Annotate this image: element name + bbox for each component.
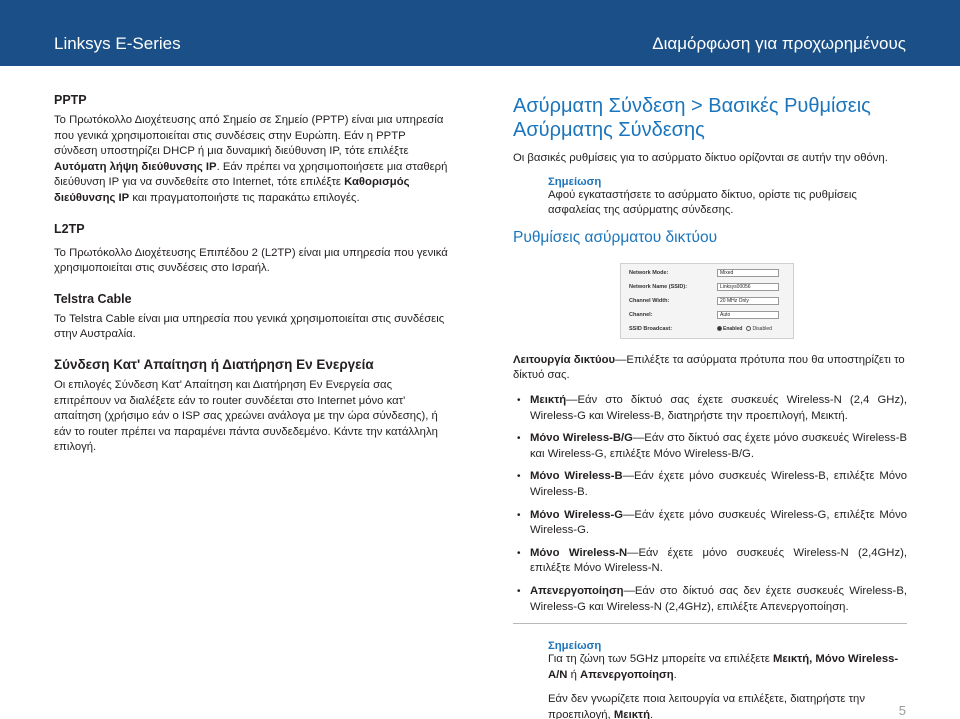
header-product-title: Linksys E-Series <box>54 34 181 53</box>
note-text-default: Εάν δεν γνωρίζετε ποια λειτουργία να επιλέξετε, διατηρήστε την προεπιλογή, Μεικτή. <box>548 693 865 719</box>
ss-ssid-value: Linksys00056 <box>717 283 779 291</box>
note-label: Σημείωση <box>548 175 602 188</box>
list-item: • Απενεργοποίηση—Εάν στο δίκτυό σας δεν έχετε συσκευές Wireless-B, Wireless-G και Wireless-N (2,4GHz), επιλέξτε Απενεργοποίηση. <box>513 584 907 615</box>
ss-width-label: Channel Width: <box>629 297 670 304</box>
ss-network-mode-value: Mixed <box>717 269 779 277</box>
l2tp-paragraph: Το Πρωτόκολλο Διοχέτευσης Επιπέδου 2 (L2TP) είναι μια υπηρεσία που γενικά χρησιμοποιείται στις συνδέσεις στο Ισραήλ. <box>54 246 448 275</box>
ss-broadcast-enabled: Enabled <box>717 326 742 332</box>
right-column <box>513 93 907 719</box>
ss-broadcast-disabled: Disabled <box>746 326 771 332</box>
divider <box>513 623 907 624</box>
note-text: Αφού εγκαταστήσετε το ασύρματο δίκτυο, ορίστε τις ρυθμίσεις ασφαλείας της ασύρματης σύνδεσης. <box>548 188 857 217</box>
ss-network-mode-label: Network Mode: <box>629 269 669 276</box>
pptp-heading: PPTP <box>54 93 87 107</box>
network-mode-options <box>513 393 907 615</box>
wireless-settings-subtitle: Ρυθμίσεις ασύρματου δικτύου <box>513 228 718 246</box>
pptp-paragraph: Το Πρωτόκολλο Διοχέτευσης από Σημείο σε Σημείο (PPTP) είναι μια υπηρεσία που γενικά χρησιμοποιείται στις συνδέσεις στην Ευρώπη. Εάν η PPTP σύνδεση υποστηρίζει DHCP ή μια δυναμική διεύθυνση IP, τότε επιλέξτε Αυτόματη λήψη διεύθυνσης IP. Εάν πρέπει να χρησιμοποιήσετε μια σταθερή διεύθυνση IP για να συνδεθείτε στο Internet, τότε επιλέξτε Καθορισμός διεύθυνσης IP και πραγματοποιήστε τις παρακάτω επιλογές. <box>54 114 448 204</box>
list-item: • Μόνο Wireless-B/G—Εάν στο δίκτυό σας έχετε μόνο συσκευές Wireless-B και Wireless-G, επιλέξτε Μόνο Wireless-B/G. <box>513 431 907 462</box>
list-item: • Μόνο Wireless-N—Εάν έχετε μόνο συσκευές Wireless-N (2,4GHz), επιλέξτε Μόνο Wireless-N. <box>513 546 907 577</box>
ss-broadcast-label: SSID Broadcast: <box>629 325 673 332</box>
note-text-5ghz: Για τη ζώνη των 5GHz μπορείτε να επιλέξετε Μεικτή, Μόνο Wireless-A/N ή Απενεργοποίηση. <box>548 653 899 681</box>
list-item: • Μόνο Wireless-B—Εάν έχετε μόνο συσκευές Wireless-B, επιλέξτε Μόνο Wireless-B. <box>513 469 907 500</box>
router-settings-screenshot <box>620 263 794 339</box>
ss-ssid-label: Network Name (SSID): <box>629 283 688 290</box>
header-section-title: Διαμόρφωση για προχωρημένους <box>652 34 906 53</box>
ss-width-value: 20 MHz Only <box>717 297 779 305</box>
network-mode-paragraph: Λειτουργία δικτύου—Επιλέξτε τα ασύρματα πρότυπα που θα υποστηρίζετι το δίκτυό σας. <box>513 353 905 382</box>
section-title: Ασύρματη Σύνδεση > Βασικές Ρυθμίσεις Ασύρματης Σύνδεσης <box>513 95 871 141</box>
l2tp-heading: L2TP <box>54 221 85 236</box>
dod-heading: Σύνδεση Κατ' Απαίτηση ή Διατήρηση Εν Ενεργεία <box>54 356 374 372</box>
telstra-heading: Telstra Cable <box>54 291 132 306</box>
note-box-1 <box>513 176 907 219</box>
radio-on-icon <box>717 326 722 331</box>
page-header <box>0 0 960 66</box>
telstra-paragraph: Το Telstra Cable είναι μια υπηρεσία που γενικά χρησιμοποιείται στις συνδέσεις στην Αυστραλία. <box>54 312 445 341</box>
list-item: • Μεικτή—Εάν στο δίκτυό σας έχετε συσκευές Wireless-N (2,4 GHz), Wireless-G και Wireless-B, διατηρήστε την προεπιλογή, Μεικτή. <box>513 393 907 424</box>
list-item: • Μόνο Wireless-G—Εάν έχετε μόνο συσκευές Wireless-G, επιλέξτε Μόνο Wireless-G. <box>513 508 907 539</box>
ss-channel-value: Auto <box>717 311 779 319</box>
intro-paragraph: Οι βασικές ρυθμίσεις για το ασύρματο δίκτυο ορίζονται σε αυτήν την οθόνη. <box>513 152 888 164</box>
page-number: 5 <box>898 703 906 718</box>
note-label: Σημείωση <box>548 640 602 653</box>
dod-paragraph: Οι επιλογές Σύνδεση Κατ' Απαίτηση και Διατήρηση Εν Ενεργεία σας επιτρέπουν να διαλέξετε εάν το router συνδέεται στο Internet μόνο κατ' απαίτηση (χρήσιμο εάν ο ISP σας χρεώνει ανάλογα με την ώρα σύνδεσης), ή εάν το router πρέπει να παραμένει πάντα συνδεδεμένο. Κάντε την κατάλληλη επιλογή. <box>54 378 438 454</box>
left-column <box>54 93 448 465</box>
radio-off-icon <box>746 326 751 331</box>
note-box-2 <box>513 640 907 719</box>
ss-channel-label: Channel: <box>629 311 653 318</box>
